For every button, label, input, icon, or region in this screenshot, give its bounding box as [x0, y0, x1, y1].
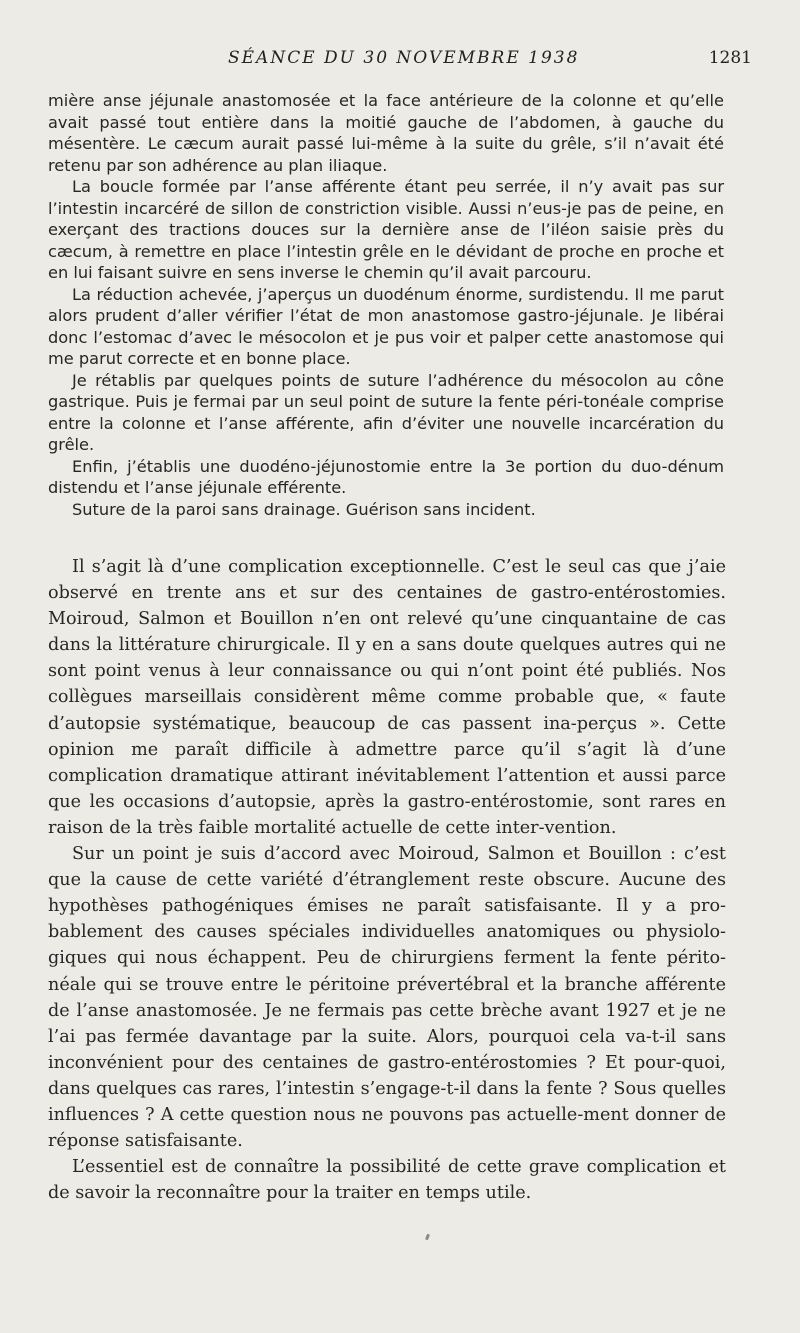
case-paragraph-3: La réduction achevée, j’aperçus un duodénum énorme, surdistendu. Il me parut alors prudent d’aller vérifier l’état de mon anastomose gastro-jéjunale. Je libérai donc l’estomac d’avec le mésocolon et je pus voir et palper cette anastomose qui me parut correcte et en bonne place.	[48, 284, 724, 368]
case-paragraph-5: Enfin, j’établis une duodéno-jéjunostomie entre la 3e portion du duo-dénum distendu et l’anse jéjunale efférente.	[48, 456, 724, 497]
page-number: 1281	[708, 48, 752, 68]
case-paragraph-1: mière anse jéjunale anastomosée et la face antérieure de la colonne et qu’elle avait passé tout entière dans la moitié gauche de l’abdomen, à gauche du mésentère. Le cæcum aurait passé lui-même à la suite du grêle, s’il n’avait été retenu par son adhérence au plan iliaque.	[48, 91, 724, 175]
case-paragraph-4: Je rétablis par quelques points de suture l’adhérence du mésocolon au cône gastrique. Puis je fermai par un seul point de suture la fente péri-tonéale comprise entre la colonne et l’anse afférente, afin d’éviter une nouvelle incarcération du grêle.	[48, 370, 724, 454]
discussion-paragraph-2: Sur un point je suis d’accord avec Moiroud, Salmon et Bouillon : c’est que la cause de cette variété d’étranglement reste obscure. Aucune des hypothèses pathogéniques émises ne paraît satisfaisante. Il y a pro-bablement des causes spéciales individuelles anatomiques ou physiolo-giques qui nous échappent. Peu de chirurgiens ferment la fente périto-néale qui se trouve entre le péritoine prévertébral et la branche afférente de l’anse anastomosée. Je ne fermais pas cette brèche avant 1927 et je ne l’ai pas fermée davantage par la suite. Alors, pourquoi cela va-t-il sans inconvénient pour des centaines de gastro-entérostomies ? Et pour-quoi, dans quelques cas rares, l’intestin s’engage-t-il dans la fente ? Sous quelles influences ? A cette question nous ne pouvons pas actuelle-ment donner de réponse satisfaisante.	[48, 844, 726, 1152]
running-title: SÉANCE DU 30 NOVEMBRE 1938	[228, 48, 580, 68]
case-paragraph-6: Suture de la paroi sans drainage. Guérison sans incident.	[72, 499, 536, 519]
case-paragraph-2: La boucle formée par l’anse afférente étant peu serrée, il n’y avait pas sur l’intestin incarcéré de sillon de constriction visible. Aussi n’eus-je pas de peine, en exerçant des tractions douces sur la dernière anse de l’iléon saisie près du cæcum, à remettre en place l’intestin grêle en le dévidant de proche en proche et en lui faisant suivre en sens inverse le chemin qu’il avait parcouru.	[48, 177, 724, 282]
discussion-section	[48, 554, 726, 1206]
discussion-paragraph-1: Il s’agit là d’une complication exceptionnelle. C’est le seul cas que j’aie observé en trente ans et sur des centaines de gastro-entérostomies. Moiroud, Salmon et Bouillon n’en ont relevé qu’une cinquantaine de cas dans la littérature chirurgicale. Il y en a sans doute quelques autres qui ne sont point venus à leur connaissance ou qui n’ont point été publiés. Nos collègues marseillais considèrent même comme probable que, « faute d’autopsie systématique, beaucoup de cas passent ina-perçus ». Cette opinion me paraît difficile à admettre parce qu’il s’agit là d’une complication dramatique attirant inévitablement l’attention et aussi parce que les occasions d’autopsie, après la gastro-entérostomie, sont rares en raison de la très faible mortalité actuelle de cette inter-vention.	[48, 557, 726, 838]
discussion-paragraph-3: L’essentiel est de connaître la possibilité de cette grave complication et de savoir la reconnaître pour la traiter en temps utile.	[48, 1157, 726, 1204]
print-speck	[425, 1234, 430, 1241]
page-header	[0, 48, 800, 72]
case-report-section	[48, 90, 724, 520]
